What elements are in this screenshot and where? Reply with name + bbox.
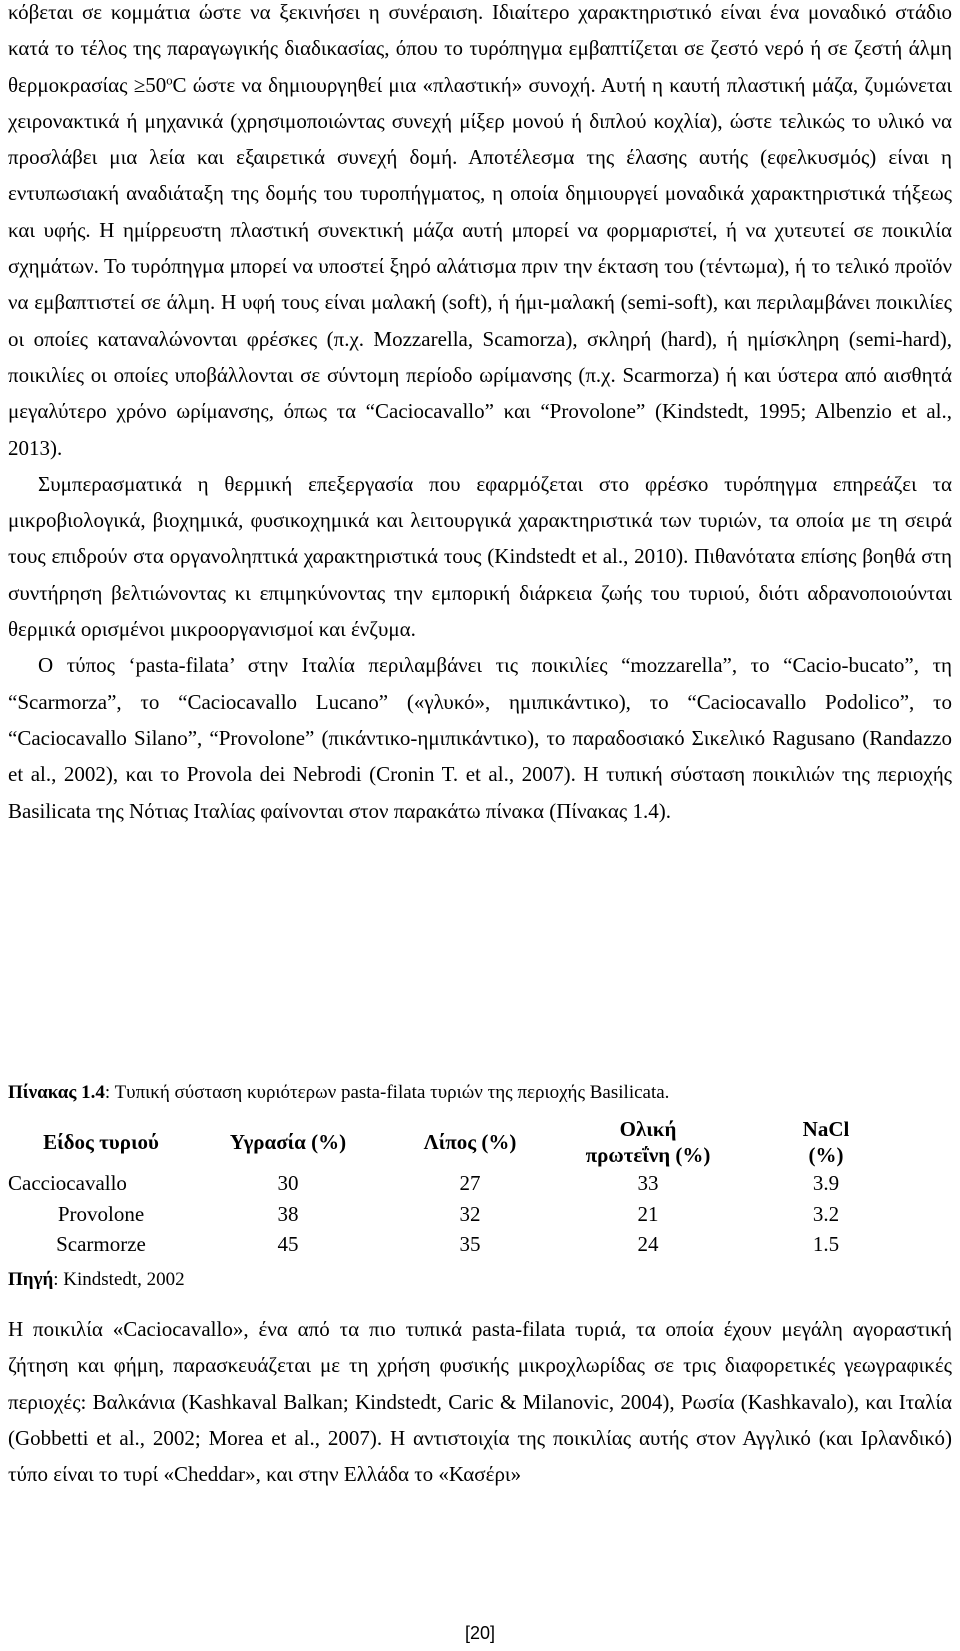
composition-table (8, 1116, 914, 1260)
header-nacl-line1: NaCl (802, 1117, 850, 1141)
table-header-row (8, 1116, 914, 1168)
header-nacl (738, 1116, 914, 1168)
cell-nacl: 3.2 (812, 1201, 840, 1226)
header-cheese-type: Είδος τυριού (43, 1130, 159, 1154)
document-page (8, 0, 952, 1487)
table-source (8, 1269, 185, 1291)
cell-fat: 27 (459, 1171, 481, 1195)
cell-name: Provolone (57, 1201, 145, 1226)
degree-superscript: o (166, 73, 173, 88)
cell-protein: 21 (637, 1201, 659, 1226)
cell-nacl: 3.9 (812, 1171, 840, 1195)
table-source-text: : Kindstedt, 2002 (53, 1269, 185, 1290)
paragraph-caciocavallo: Η ποικιλία «Caciocavallo», ένα από τα πιο τυπικά pasta-filata τυριά, τα οποία έχουν μεγάλη αγοραστική ζήτηση και φήμη, παρασκευάζεται με τη χρήση φυσικής μικροχλωρίδας σε τρις διαφορετικές γεωγραφικές περιοχές: Βαλκάνια (Kashkaval Balkan; Kindstedt, Caric & Milanovic, 2004), Ρωσία (Kashkavalo), και Ιταλία (Gobbetti et al., 2002; Morea et al., 2007). Η αντιστοιχία της ποικιλίας αυτής στον Αγγλικό (και Ιρλανδικό) τύπο είναι το τυρί «Cheddar», και στην Ελλάδα το «Κασέρι» (8, 1317, 952, 1487)
cell-protein: 24 (637, 1232, 659, 1256)
table-row (8, 1199, 914, 1230)
table-caption (8, 1082, 669, 1104)
paragraph-text: C ώστε να δημιουργηθεί μια «πλαστική» συνοχή. Αυτή η καυτή πλαστική μάζα, ζυμώνεται χειρονακτικά ή μηχανικά (χρησιμοποιώντας συνεχή μίξερ μονού ή διπλού κοχλία), ώστε τελικώς το υλικό να προσλάβει μια λεία και εξαιρετικά συνεχή δομή. Αποτέλεσμα της έλασης αυτής (εφελκυσμός) είναι η εντυπωσιακή αναδιάταξη της δομής του τυροπήγματος, η οποία δημιουργεί μοναδικά χαρακτηριστικά τήξεως και υφής. Η ημίρρευστη πλαστική συνεκτική μάζα αυτή μπορεί να φορμαριστεί, ή να χυτευτεί σε ποικιλία σχημάτων. Το τυρόπηγμα μπορεί να υποστεί ξηρό αλάτισμα πριν την έκταση του (τέντωμα), ή το τελικό προϊόν να εμβαπτιστεί σε άλμη. Η υφή τους είναι μαλακή (soft), ή ήμι-μαλακή (semi-soft), και περιλαμβάνει ποικιλίες οι οποίες καταναλώνονται φρέσκες (π.χ. Mozzarella, Scamorza), σκληρή (hard), ή ημίσκληρη (semi-hard), ποικιλίες οι οποίες υποβάλλονται σε σύντομη περίοδο ωρίμανσης (π.χ. Scarmorza) ή και ύστερα από αισθητά μεγαλύτερο χρόνο ωρίμανσης, όπως τα “Caciocavallo” και “Provolone” (Kindstedt, 1995; Albenzio et al., 2013). (8, 72, 952, 460)
cell-name: Cacciocavallo (8, 1171, 127, 1195)
after-table-section (8, 1311, 952, 1492)
header-protein-line2: πρωτεΐνη (%) (585, 1143, 711, 1167)
header-protein-line1: Ολική (619, 1117, 677, 1141)
cell-nacl: 1.5 (812, 1232, 840, 1256)
table-caption-label: Πίνακας 1.4 (8, 1082, 105, 1103)
page-number: [20] (464, 1623, 496, 1643)
cell-moisture: 30 (277, 1171, 299, 1195)
header-fat: Λίπος (%) (423, 1130, 517, 1154)
table-row (8, 1229, 914, 1260)
cell-fat: 32 (459, 1201, 481, 1226)
header-moisture: Υγρασία (%) (229, 1130, 347, 1154)
table-caption-text: : Τυπική σύσταση κυριότερων pasta-filata τυριών της περιοχής Basilicata. (104, 1082, 670, 1103)
paragraph-text: κόβεται σε κομμάτια ώστε να ξεκινήσει η συνέραιση. Ιδιαίτερο χαρακτηριστικό είναι ένα μοναδικό στάδιο κατά το τέλος της παραγωγικής διαδικασίας, όπου το τυρόπηγμα εμβαπτίζεται σε ζεστό νερό ή σε ζεστή άλμη θερμοκρασίας ≥50 (8, 0, 952, 97)
header-protein (558, 1116, 738, 1168)
paragraph-italy-varieties: Ο τύπος ‘pasta-filata’ στην Ιταλία περιλαμβάνει τις ποικιλίες “mozzarella”, το “Cacio-bucato”, τη “Scarmorza”, το “Caciocavallo Lucano” («γλυκό», ημιπικάντικο), το “Caciocavallo Podolico”, το “Caciocavallo Silano”, “Provolone” (πικάντικο-ημιπικάντικο), το παραδοσιακό Σικελικό Ragusano (Randazzo et al., 2002), και το Provola dei Nebrodi (Cronin T. et al., 2007). Η τυπική σύσταση ποικιλιών της περιοχής Basilicata της Νότιας Ιταλίας φαίνονται στον παρακάτω πίνακα (Πίνακας 1.4). (8, 653, 952, 823)
table-row (8, 1168, 914, 1199)
paragraph-conclusion: Συμπερασματικά η θερμική επεξεργασία που εφαρμόζεται στο φρέσκο τυρόπηγμα επηρεάζει τα μικροβιολογικά, βιοχημικά, φυσικοχημικά και λειτουργικά χαρακτηριστικά των τυριών, τα οποία με τη σειρά τους επιδρούν στα οργανοληπτικά χαρακτηριστικά τους (Kindstedt et al., 2010). Πιθανότατα επίσης βοηθά στη συντήρηση βελτιώνοντας κι επιμηκύνοντας την εμπορική διάρκεια ζωής του τυριού, διότι αδρανοποιούνται θερμικά ορισμένοι μικροοργανισμοί και ένζυμα. (8, 471, 952, 642)
cell-moisture: 45 (277, 1232, 299, 1256)
cell-protein: 33 (637, 1171, 659, 1195)
header-nacl-line2: (%) (808, 1143, 844, 1167)
table-source-label: Πηγή (8, 1269, 54, 1290)
cell-fat: 35 (459, 1232, 481, 1256)
paragraph-pasta-filata-process (8, 0, 952, 466)
cell-name: Scarmorze (56, 1232, 146, 1256)
cell-moisture: 38 (277, 1201, 299, 1226)
